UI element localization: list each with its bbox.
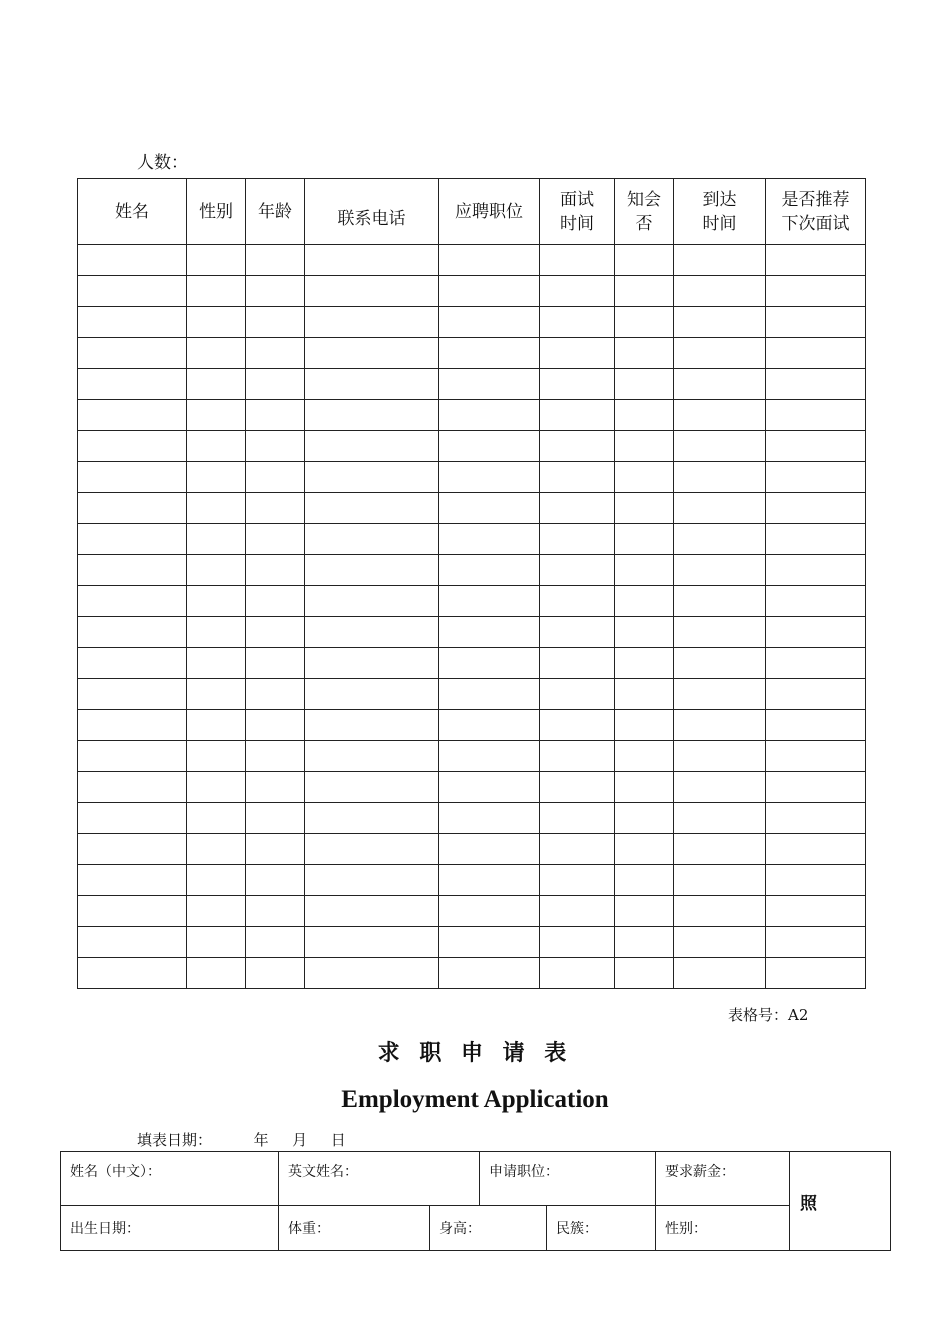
height-field[interactable]: 身高： <box>430 1206 547 1251</box>
roster-cell[interactable] <box>615 524 674 555</box>
roster-cell[interactable] <box>439 741 540 772</box>
table-row <box>78 245 866 276</box>
roster-cell[interactable] <box>615 555 674 586</box>
roster-cell[interactable] <box>439 865 540 896</box>
roster-cell[interactable] <box>540 462 615 493</box>
roster-cell[interactable] <box>439 431 540 462</box>
roster-cell[interactable] <box>766 865 866 896</box>
roster-cell[interactable] <box>78 462 187 493</box>
roster-cell[interactable] <box>305 369 439 400</box>
expected-salary-field[interactable]: 要求薪金： <box>656 1152 790 1206</box>
roster-cell[interactable] <box>766 772 866 803</box>
table-row <box>78 400 866 431</box>
roster-cell[interactable] <box>246 462 305 493</box>
roster-cell[interactable] <box>78 865 187 896</box>
roster-cell[interactable] <box>246 524 305 555</box>
roster-cell[interactable] <box>78 648 187 679</box>
roster-cell[interactable] <box>246 555 305 586</box>
roster-cell[interactable] <box>305 400 439 431</box>
roster-cell[interactable] <box>187 338 246 369</box>
roster-cell[interactable] <box>615 493 674 524</box>
roster-cell[interactable] <box>246 586 305 617</box>
roster-cell[interactable] <box>674 400 766 431</box>
roster-cell[interactable] <box>674 493 766 524</box>
roster-cell[interactable] <box>674 710 766 741</box>
roster-cell[interactable] <box>305 245 439 276</box>
roster-cell[interactable] <box>615 958 674 989</box>
table-row <box>78 524 866 555</box>
table-row <box>78 679 866 710</box>
roster-cell[interactable] <box>540 834 615 865</box>
roster-cell[interactable] <box>305 679 439 710</box>
roster-header-row <box>78 179 866 245</box>
roster-cell[interactable] <box>78 586 187 617</box>
roster-cell[interactable] <box>766 493 866 524</box>
table-row <box>78 462 866 493</box>
roster-cell[interactable] <box>615 648 674 679</box>
roster-cell[interactable] <box>246 834 305 865</box>
roster-cell[interactable] <box>439 617 540 648</box>
roster-cell[interactable] <box>540 896 615 927</box>
roster-cell[interactable] <box>78 400 187 431</box>
roster-cell[interactable] <box>674 307 766 338</box>
roster-cell[interactable] <box>246 710 305 741</box>
roster-cell[interactable] <box>187 400 246 431</box>
table-row <box>78 834 866 865</box>
roster-cell[interactable] <box>305 431 439 462</box>
roster-cell[interactable] <box>78 741 187 772</box>
roster-cell[interactable] <box>615 927 674 958</box>
gender-field[interactable]: 性别： <box>656 1206 790 1251</box>
header-gender: 性别 <box>187 179 246 245</box>
roster-cell[interactable] <box>615 679 674 710</box>
table-row <box>78 648 866 679</box>
roster-cell[interactable] <box>615 431 674 462</box>
roster-cell[interactable] <box>246 245 305 276</box>
roster-cell[interactable] <box>439 369 540 400</box>
roster-cell[interactable] <box>615 865 674 896</box>
roster-cell[interactable] <box>540 369 615 400</box>
form-title-english: Employment Application <box>341 1086 609 1113</box>
roster-cell[interactable] <box>766 462 866 493</box>
roster-cell[interactable] <box>246 307 305 338</box>
roster-cell[interactable] <box>615 896 674 927</box>
fill-date-month: 月 <box>292 1131 308 1149</box>
roster-cell[interactable] <box>78 555 187 586</box>
fill-date-label: 填表日期： <box>137 1131 213 1149</box>
roster-cell[interactable] <box>439 648 540 679</box>
roster-cell[interactable] <box>439 524 540 555</box>
header-interview-time: 面试 时间 <box>540 179 615 245</box>
roster-cell[interactable] <box>246 400 305 431</box>
roster-cell[interactable] <box>439 586 540 617</box>
roster-cell[interactable] <box>187 493 246 524</box>
roster-cell[interactable] <box>540 648 615 679</box>
roster-cell[interactable] <box>439 245 540 276</box>
roster-cell[interactable] <box>78 276 187 307</box>
chinese-name-field[interactable]: 姓名（中文）： <box>61 1152 279 1206</box>
roster-cell[interactable] <box>78 679 187 710</box>
roster-cell[interactable] <box>187 617 246 648</box>
roster-cell[interactable] <box>674 338 766 369</box>
roster-cell[interactable] <box>439 896 540 927</box>
roster-cell[interactable] <box>187 524 246 555</box>
roster-cell[interactable] <box>78 338 187 369</box>
roster-cell[interactable] <box>246 772 305 803</box>
roster-cell[interactable] <box>674 927 766 958</box>
roster-cell[interactable] <box>615 617 674 648</box>
roster-cell[interactable] <box>540 276 615 307</box>
roster-cell[interactable] <box>766 586 866 617</box>
roster-cell[interactable] <box>187 586 246 617</box>
roster-cell[interactable] <box>305 896 439 927</box>
roster-cell[interactable] <box>766 710 866 741</box>
roster-cell[interactable] <box>540 431 615 462</box>
roster-cell[interactable] <box>674 772 766 803</box>
header-age: 年龄 <box>246 179 305 245</box>
roster-cell[interactable] <box>615 586 674 617</box>
roster-cell[interactable] <box>674 431 766 462</box>
roster-cell[interactable] <box>674 865 766 896</box>
roster-cell[interactable] <box>615 462 674 493</box>
roster-cell[interactable] <box>305 772 439 803</box>
roster-cell[interactable] <box>766 834 866 865</box>
roster-cell[interactable] <box>540 772 615 803</box>
roster-cell[interactable] <box>674 369 766 400</box>
roster-cell[interactable] <box>78 958 187 989</box>
photo-box: 照 <box>790 1152 891 1251</box>
roster-cell[interactable] <box>187 896 246 927</box>
roster-cell[interactable] <box>439 803 540 834</box>
fill-date-day: 日 <box>330 1131 346 1149</box>
roster-cell[interactable] <box>766 679 866 710</box>
table-row <box>78 493 866 524</box>
english-name-field[interactable]: 英文姓名： <box>279 1152 480 1206</box>
roster-cell[interactable] <box>305 524 439 555</box>
application-row-1 <box>61 1152 891 1206</box>
roster-cell[interactable] <box>187 555 246 586</box>
roster-cell[interactable] <box>305 710 439 741</box>
form-number: 表格号：A2 <box>728 1006 809 1024</box>
roster-cell[interactable] <box>187 462 246 493</box>
roster-cell[interactable] <box>187 245 246 276</box>
roster-cell[interactable] <box>674 958 766 989</box>
roster-cell[interactable] <box>540 524 615 555</box>
roster-cell[interactable] <box>187 927 246 958</box>
roster-cell[interactable] <box>78 772 187 803</box>
roster-cell[interactable] <box>766 958 866 989</box>
roster-cell[interactable] <box>540 679 615 710</box>
table-row <box>78 338 866 369</box>
fill-date-line <box>137 1129 346 1150</box>
roster-cell[interactable] <box>766 803 866 834</box>
roster-cell[interactable] <box>187 307 246 338</box>
roster-cell[interactable] <box>540 245 615 276</box>
roster-cell[interactable] <box>615 338 674 369</box>
roster-cell[interactable] <box>305 462 439 493</box>
table-row <box>78 307 866 338</box>
roster-cell[interactable] <box>766 648 866 679</box>
roster-cell[interactable] <box>187 276 246 307</box>
applied-position-field[interactable]: 申请职位： <box>480 1152 656 1206</box>
roster-body <box>78 245 866 989</box>
roster-cell[interactable] <box>305 307 439 338</box>
header-phone: 联系电话 <box>305 179 439 245</box>
roster-cell[interactable] <box>615 245 674 276</box>
roster-cell[interactable] <box>187 369 246 400</box>
roster-cell[interactable] <box>540 617 615 648</box>
roster-cell[interactable] <box>246 958 305 989</box>
roster-cell[interactable] <box>187 958 246 989</box>
roster-cell[interactable] <box>766 555 866 586</box>
roster-cell[interactable] <box>78 369 187 400</box>
table-row <box>78 617 866 648</box>
roster-cell[interactable] <box>78 493 187 524</box>
roster-cell[interactable] <box>766 617 866 648</box>
roster-cell[interactable] <box>187 865 246 896</box>
table-row <box>78 369 866 400</box>
table-row <box>78 896 866 927</box>
roster-cell[interactable] <box>540 927 615 958</box>
roster-cell[interactable] <box>615 741 674 772</box>
roster-cell[interactable] <box>246 338 305 369</box>
roster-cell[interactable] <box>305 927 439 958</box>
roster-cell[interactable] <box>305 865 439 896</box>
roster-cell[interactable] <box>674 462 766 493</box>
roster-cell[interactable] <box>615 710 674 741</box>
roster-cell[interactable] <box>674 896 766 927</box>
roster-cell[interactable] <box>615 834 674 865</box>
roster-cell[interactable] <box>439 462 540 493</box>
weight-field[interactable]: 体重： <box>279 1206 430 1251</box>
roster-cell[interactable] <box>305 958 439 989</box>
table-row <box>78 927 866 958</box>
roster-cell[interactable] <box>78 524 187 555</box>
table-row <box>78 958 866 989</box>
ethnicity-field[interactable]: 民簇： <box>547 1206 656 1251</box>
roster-cell[interactable] <box>766 927 866 958</box>
header-notified: 知会 否 <box>615 179 674 245</box>
roster-cell[interactable] <box>305 648 439 679</box>
roster-cell[interactable] <box>766 524 866 555</box>
roster-cell[interactable] <box>78 896 187 927</box>
roster-cell[interactable] <box>540 400 615 431</box>
roster-cell[interactable] <box>246 679 305 710</box>
header-position: 应聘职位 <box>439 179 540 245</box>
roster-cell[interactable] <box>540 710 615 741</box>
roster-cell[interactable] <box>674 648 766 679</box>
headcount-label: 人数： <box>137 153 188 173</box>
roster-cell[interactable] <box>540 803 615 834</box>
table-row <box>78 865 866 896</box>
roster-cell[interactable] <box>78 431 187 462</box>
table-row <box>78 431 866 462</box>
roster-cell[interactable] <box>246 431 305 462</box>
roster-cell[interactable] <box>540 865 615 896</box>
roster-cell[interactable] <box>78 307 187 338</box>
roster-cell[interactable] <box>439 400 540 431</box>
roster-cell[interactable] <box>187 710 246 741</box>
roster-cell[interactable] <box>439 927 540 958</box>
roster-cell[interactable] <box>766 400 866 431</box>
roster-cell[interactable] <box>439 493 540 524</box>
roster-cell[interactable] <box>615 307 674 338</box>
roster-cell[interactable] <box>78 834 187 865</box>
header-name: 姓名 <box>78 179 187 245</box>
form-title-chinese: 求 职 申 请 表 <box>377 1041 573 1066</box>
roster-cell[interactable] <box>766 307 866 338</box>
roster-cell[interactable] <box>305 741 439 772</box>
roster-cell[interactable] <box>439 555 540 586</box>
roster-cell[interactable] <box>674 741 766 772</box>
roster-cell[interactable] <box>305 834 439 865</box>
roster-cell[interactable] <box>187 803 246 834</box>
roster-cell[interactable] <box>766 245 866 276</box>
roster-cell[interactable] <box>246 803 305 834</box>
application-table <box>60 1151 891 1251</box>
roster-cell[interactable] <box>187 679 246 710</box>
roster-cell[interactable] <box>674 245 766 276</box>
table-row <box>78 586 866 617</box>
roster-cell[interactable] <box>439 834 540 865</box>
roster-cell[interactable] <box>439 679 540 710</box>
table-row <box>78 276 866 307</box>
roster-cell[interactable] <box>246 369 305 400</box>
roster-cell[interactable] <box>78 927 187 958</box>
roster-cell[interactable] <box>615 400 674 431</box>
roster-cell[interactable] <box>540 307 615 338</box>
roster-cell[interactable] <box>305 803 439 834</box>
roster-cell[interactable] <box>305 493 439 524</box>
table-row <box>78 772 866 803</box>
roster-cell[interactable] <box>305 617 439 648</box>
roster-cell[interactable] <box>674 586 766 617</box>
roster-cell[interactable] <box>540 493 615 524</box>
roster-cell[interactable] <box>246 617 305 648</box>
roster-cell[interactable] <box>246 493 305 524</box>
roster-cell[interactable] <box>439 338 540 369</box>
roster-cell[interactable] <box>615 803 674 834</box>
roster-cell[interactable] <box>615 772 674 803</box>
roster-cell[interactable] <box>439 958 540 989</box>
roster-cell[interactable] <box>540 338 615 369</box>
header-recommend-next: 是否推荐 下次面试 <box>766 179 866 245</box>
roster-cell[interactable] <box>246 896 305 927</box>
interview-roster-table <box>77 178 866 989</box>
roster-cell[interactable] <box>78 617 187 648</box>
roster-cell[interactable] <box>305 586 439 617</box>
roster-cell[interactable] <box>439 772 540 803</box>
roster-cell[interactable] <box>674 555 766 586</box>
table-row <box>78 803 866 834</box>
roster-cell[interactable] <box>540 586 615 617</box>
roster-cell[interactable] <box>674 834 766 865</box>
roster-cell[interactable] <box>187 431 246 462</box>
roster-cell[interactable] <box>766 369 866 400</box>
roster-cell[interactable] <box>674 276 766 307</box>
roster-cell[interactable] <box>246 741 305 772</box>
fill-date-year: 年 <box>253 1131 269 1149</box>
roster-cell[interactable] <box>439 710 540 741</box>
roster-cell[interactable] <box>540 958 615 989</box>
roster-cell[interactable] <box>187 741 246 772</box>
roster-cell[interactable] <box>766 338 866 369</box>
roster-cell[interactable] <box>674 679 766 710</box>
roster-cell[interactable] <box>187 772 246 803</box>
roster-cell[interactable] <box>674 524 766 555</box>
birth-date-field[interactable]: 出生日期： <box>61 1206 279 1251</box>
roster-cell[interactable] <box>78 710 187 741</box>
roster-cell[interactable] <box>246 865 305 896</box>
roster-cell[interactable] <box>305 555 439 586</box>
roster-cell[interactable] <box>674 617 766 648</box>
roster-cell[interactable] <box>187 834 246 865</box>
roster-cell[interactable] <box>615 276 674 307</box>
roster-cell[interactable] <box>439 307 540 338</box>
roster-cell[interactable] <box>615 369 674 400</box>
roster-cell[interactable] <box>305 338 439 369</box>
table-row <box>78 555 866 586</box>
roster-cell[interactable] <box>246 648 305 679</box>
application-row-2 <box>61 1206 891 1251</box>
roster-cell[interactable] <box>439 276 540 307</box>
roster-cell[interactable] <box>674 803 766 834</box>
roster-cell[interactable] <box>540 741 615 772</box>
roster-cell[interactable] <box>766 896 866 927</box>
table-row <box>78 741 866 772</box>
roster-cell[interactable] <box>187 648 246 679</box>
roster-cell[interactable] <box>78 245 187 276</box>
roster-cell[interactable] <box>766 431 866 462</box>
roster-cell[interactable] <box>766 741 866 772</box>
table-row <box>78 710 866 741</box>
roster-cell[interactable] <box>540 555 615 586</box>
roster-cell[interactable] <box>305 276 439 307</box>
roster-cell[interactable] <box>246 276 305 307</box>
roster-cell[interactable] <box>246 927 305 958</box>
header-arrival-time: 到达 时间 <box>674 179 766 245</box>
roster-cell[interactable] <box>766 276 866 307</box>
roster-cell[interactable] <box>78 803 187 834</box>
